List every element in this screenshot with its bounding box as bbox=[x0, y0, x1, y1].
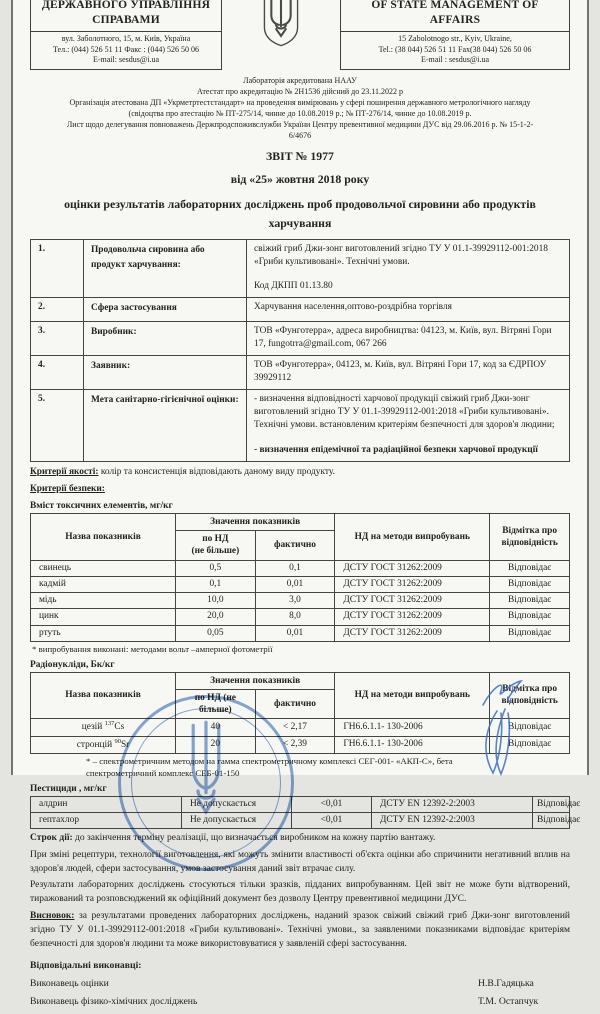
nd-value: Не допускається bbox=[182, 812, 292, 828]
table-row bbox=[31, 625, 570, 641]
conformity-mark: Відповідає bbox=[490, 625, 570, 641]
document-page bbox=[11, 0, 589, 1008]
executor-row bbox=[30, 996, 570, 1007]
conclusion-label: Висновок: bbox=[30, 911, 75, 922]
col-header-method: НД на методи випробувань bbox=[335, 514, 490, 561]
reproduction-paragraph: Результати лабораторних досліджень стосуються тільки зразків, підданих випробуванням. Цей звіт не може бути відтворений, тиражований та розповсюджений як офіційний документ без дозволу Центру превентивної медицини ДУС. bbox=[30, 880, 570, 905]
actual-value: 8,0 bbox=[255, 609, 335, 625]
nd-value: 20 bbox=[176, 736, 256, 753]
disclaimer-paragraph: При зміні рецептури, технології виготовлення, які можуть змінити властивості об'єкта оцінки або спричинити негативний вплив на здоров'я людей, сфери застосування, умов застосування даний звіт втрачає силу. bbox=[30, 849, 570, 874]
org-block-ua bbox=[30, 0, 222, 70]
method-standard: ДСТУ ГОСТ 31262:2009 bbox=[335, 560, 490, 576]
org-address-ua bbox=[31, 31, 221, 69]
org-email-ua: E-mail: sesdus@i.ua bbox=[92, 55, 160, 65]
col-header-nd: по НД (не більше) bbox=[176, 689, 256, 718]
nd-value: 40 bbox=[176, 719, 256, 736]
isotope-number: 137 bbox=[104, 720, 115, 728]
report-date: від «25» жовтня 2018 року bbox=[230, 172, 370, 187]
element-symbol: Cs bbox=[114, 722, 125, 733]
conformity-mark: Відповідає bbox=[490, 719, 570, 736]
actual-value: 3,0 bbox=[255, 593, 335, 609]
sample-info-table bbox=[30, 239, 570, 462]
org-block-en bbox=[340, 0, 570, 70]
indicator-name: ртуть bbox=[31, 625, 176, 641]
org-address-en bbox=[341, 31, 569, 69]
col-header-fact: фактично bbox=[255, 531, 335, 560]
nd-value: 0,1 bbox=[176, 576, 256, 592]
indicator-name: цинк bbox=[31, 609, 176, 625]
accreditation-line: Лист щодо делегування повноважень Держпродспоживслужби України Центру превентивної медицини ДУС від 29.06.2016 р. № 15-1-2- bbox=[66, 120, 534, 130]
isotope-number: 90 bbox=[114, 737, 121, 745]
nuclide-name: стронцій bbox=[76, 739, 115, 750]
org-name-en-line1: OF STATE MANAGEMENT OF bbox=[371, 0, 539, 11]
method-standard: ГН6.6.1.1- 130-2006 bbox=[335, 719, 490, 736]
col-header-fact: фактично bbox=[255, 689, 335, 718]
accreditation-info bbox=[30, 75, 570, 141]
row-value bbox=[247, 390, 570, 462]
table-row bbox=[31, 736, 570, 753]
row-label: Мета санітарно-гігієнічної оцінки: bbox=[84, 390, 247, 462]
org-phone-en: Tel.: (38 044) 526 51 11 Fax(38 044) 526 50 06 bbox=[378, 44, 532, 54]
row-value bbox=[247, 240, 570, 298]
quality-criteria-text: колір та консистенція відповідають даному виду продукту. bbox=[98, 466, 335, 477]
indicator-name: гептахлор bbox=[31, 812, 182, 828]
indicator-name bbox=[31, 719, 176, 736]
conformity-mark: Відповідає bbox=[490, 560, 570, 576]
table-row bbox=[31, 796, 570, 812]
actual-value: 0,01 bbox=[255, 576, 335, 592]
actual-value: <0,01 bbox=[292, 812, 372, 828]
responsible-executors-title: Відповідальні виконавці: bbox=[30, 960, 142, 972]
row-label: Виробник: bbox=[84, 321, 247, 355]
method-standard: ДСТУ ГОСТ 31262:2009 bbox=[335, 609, 490, 625]
col-header-mark bbox=[490, 672, 570, 719]
table-row bbox=[31, 719, 570, 736]
report-subject: оцінки результатів лабораторних досліджень проб продовольчої сировини або продуктів харчування bbox=[64, 197, 536, 230]
accreditation-line: Лабораторія акредитована НААУ bbox=[243, 76, 357, 86]
col-header-mark bbox=[490, 514, 570, 561]
row-label: Заявник: bbox=[84, 355, 247, 389]
conformity-mark: Відповідає bbox=[490, 593, 570, 609]
table-row bbox=[31, 298, 570, 321]
emblem-container bbox=[222, 0, 340, 47]
quality-criteria-label: Критерії якості: bbox=[30, 466, 99, 477]
table-row bbox=[31, 321, 570, 355]
element-symbol: Sr bbox=[120, 739, 130, 750]
col-header-nd-line1: по НД bbox=[202, 534, 229, 545]
row-number: 4. bbox=[31, 355, 84, 389]
table-row bbox=[31, 240, 570, 298]
col-header-mark-line1: Відмітка про bbox=[502, 525, 558, 536]
validity-period bbox=[30, 832, 570, 846]
radionuclides-title: Радіонукліди, Бк/кг bbox=[30, 659, 115, 670]
table-row bbox=[31, 576, 570, 592]
conformity-mark: Відповідає bbox=[490, 609, 570, 625]
spectrometry-note-line1: * – спектрометричним методом на гамма спектрометричному комплексі СЕГ-001- «АКП-С», бета bbox=[86, 756, 453, 766]
validity-text: до закінчення терміну реалізації, що визначається виробником на кожну партію вантажу. bbox=[72, 833, 436, 844]
method-standard: ГН6.6.1.1- 130-2006 bbox=[335, 736, 490, 753]
safety-criteria bbox=[30, 483, 570, 497]
col-header-mark-line2: відповідність bbox=[501, 537, 558, 548]
applicant-value: ТОВ «Фунготерра», 04123, м. Київ, вул. Вітряні Гори 17, код за ЄДРПОУ 39929112 bbox=[247, 355, 570, 389]
org-name-ua bbox=[31, 0, 221, 31]
table-header-row bbox=[31, 672, 570, 689]
nd-value: 10,0 bbox=[176, 593, 256, 609]
indicator-name bbox=[31, 736, 176, 753]
report-number: ЗВІТ № 1977 bbox=[266, 149, 334, 164]
row-number: 1. bbox=[31, 240, 84, 298]
org-address-en-line1: 15 Zabolotnogo str., Kyiv, Ukraine, bbox=[398, 33, 512, 43]
col-header-nd-line2: (не більше) bbox=[191, 546, 240, 557]
org-email-en: E-mail : sesdus@i.ua bbox=[420, 55, 490, 65]
toxic-elements-title: Вміст токсичних елементів, мг/кг bbox=[30, 501, 173, 512]
actual-value: 0,01 bbox=[255, 625, 335, 641]
table-row bbox=[31, 812, 570, 828]
col-header-mark-line2: відповідність bbox=[501, 696, 558, 707]
indicator-name: кадмій bbox=[31, 576, 176, 592]
method-standard: ДСТУ ГОСТ 31262:2009 bbox=[335, 576, 490, 592]
row-label: Сфера застосування bbox=[84, 298, 247, 321]
nuclide-name: цезій bbox=[81, 722, 105, 733]
conformity-mark: Відповідає bbox=[533, 812, 570, 828]
assessment-goal-2: - визначення епідемічної та радіаційної безпеки харчової продукції bbox=[254, 444, 538, 455]
nd-value: 0,5 bbox=[176, 560, 256, 576]
accreditation-line: 6/4676 bbox=[288, 131, 312, 141]
executor-role: Виконавець оцінки bbox=[30, 978, 109, 990]
method-standard: ДСТУ ГОСТ 31262:2009 bbox=[335, 625, 490, 641]
nd-value: 20,0 bbox=[176, 609, 256, 625]
nd-value: Не допускається bbox=[182, 796, 292, 812]
indicator-name: свинець bbox=[31, 560, 176, 576]
org-phone-ua: Тел.: (044) 526 51 11 Факс : (044) 526 50 06 bbox=[52, 44, 200, 54]
row-number: 3. bbox=[31, 321, 84, 355]
executor-name: Н.В.Гадяцька bbox=[478, 978, 534, 990]
col-header-method: НД на методи випробувань bbox=[335, 672, 490, 719]
col-header-nd bbox=[176, 531, 256, 560]
nd-value: 0,05 bbox=[176, 625, 256, 641]
scope-value: Харчування населення,оптово-роздрібна торгівля bbox=[247, 298, 570, 321]
table-row bbox=[31, 355, 570, 389]
row-number: 2. bbox=[31, 298, 84, 321]
table-row bbox=[31, 390, 570, 462]
safety-criteria-label: Критерії безпеки: bbox=[30, 484, 105, 495]
spectrometry-note-line2: спектрометричний комплекс СЕБ-01-150 bbox=[86, 767, 240, 778]
col-header-name: Назва показників bbox=[31, 672, 176, 719]
pesticides-title: Пестициди , мг/кг bbox=[30, 783, 107, 794]
actual-value: < 2,39 bbox=[255, 736, 335, 753]
report-title-block bbox=[30, 149, 570, 232]
indicator-name: мідь bbox=[31, 593, 176, 609]
responsible-executors bbox=[30, 960, 570, 1007]
org-name-en-line2: AFFAIRS bbox=[429, 13, 481, 26]
col-header-values: Значення показників bbox=[176, 514, 335, 531]
ukraine-trident-icon bbox=[259, 0, 303, 47]
accreditation-line: Атестат про акредитацію № 2Н1536 дійсний до 23.11.2022 р bbox=[197, 87, 403, 97]
conformity-mark: Відповідає bbox=[490, 576, 570, 592]
row-number: 5. bbox=[31, 390, 84, 462]
conclusion-paragraph bbox=[30, 910, 570, 951]
toxic-method-note: * випробування виконані: методами вольт –амперної фотометрії bbox=[32, 643, 273, 654]
pesticides-table bbox=[30, 796, 581, 829]
table-row bbox=[31, 560, 570, 576]
executor-name: Т.М. Остапчук bbox=[478, 996, 539, 1008]
toxic-elements-table bbox=[30, 513, 570, 642]
org-name-en bbox=[341, 0, 569, 31]
conformity-mark: Відповідає bbox=[533, 796, 570, 812]
method-standard: ДСТУ EN 12392-2:2003 bbox=[372, 812, 533, 828]
actual-value: 0,1 bbox=[255, 560, 335, 576]
table-header-row bbox=[31, 514, 570, 531]
row-label: Продовольча сировина або продукт харчування: bbox=[84, 240, 247, 298]
method-standard: ДСТУ EN 12392-2:2003 bbox=[372, 796, 533, 812]
assessment-goal-1: - визначення відповідності харчової продукції свіжий гриб Джи-зонг виготовлений згідно ТУ У 01.1-39929112-001:2018 «Гриби культивовані». Технічні умови. встановленим критеріям безпечності для здоров'я людини; bbox=[254, 394, 555, 431]
conclusion-text: за результатами проведених лабораторних досліджень, наданий зразок свіжий свіжий гриб Джи-зонг виготовлений згідно ТУ У 01.1-39929112-001:2018 «Гриби культивовані». Технічні умови., за заявленими показниками відповідає критеріям безпечності для здоров'я людини та може використовуватися у заявленій сфері застосування. bbox=[30, 911, 570, 949]
executor-role: Виконавець фізико-хімічних досліджень bbox=[30, 996, 198, 1008]
spectrometry-note bbox=[86, 756, 538, 780]
col-header-name: Назва показників bbox=[31, 514, 176, 561]
col-header-mark-line1: Відмітка про bbox=[502, 684, 558, 695]
table-row bbox=[31, 593, 570, 609]
letterhead bbox=[30, 0, 570, 70]
manufacturer-value: ТОВ «Фунготерра», адреса виробництва: 04123, м. Київ, вул. Вітряні Гори 17, fungotrra@gmail.com, 067 266 bbox=[247, 321, 570, 355]
col-header-values: Значення показників bbox=[176, 672, 335, 689]
validity-label: Строк дії: bbox=[30, 833, 73, 844]
accreditation-line: (свідоцтва про атестацію № ПТ-275/14, чинне до 10.08.2019 р.; № ПТ-276/14, чинне до 10.08.2019 р. bbox=[128, 109, 472, 119]
method-standard: ДСТУ ГОСТ 31262:2009 bbox=[335, 593, 490, 609]
indicator-name: алдрин bbox=[31, 796, 182, 812]
table-row bbox=[31, 609, 570, 625]
actual-value: <0,01 bbox=[292, 796, 372, 812]
org-address-ua-line1: вул. Заболотного, 15, м. Київ, Україна bbox=[61, 33, 191, 43]
accreditation-line: Організація атестована ДП «Укрметртестстандарт» на проведення вимірювань у сфері поширення державного метрологічного нагляду bbox=[69, 98, 531, 108]
executor-row bbox=[30, 978, 570, 989]
org-name-ua-line2: СПРАВАМИ bbox=[92, 13, 160, 26]
radionuclides-table bbox=[30, 672, 570, 754]
product-description: свіжий гриб Джи-зонг виготовлений згідно ТУ У 01.1-39929112-001:2018 «Гриби культивовані». Технічні умови. bbox=[254, 244, 548, 268]
actual-value: < 2,17 bbox=[255, 719, 335, 736]
conformity-mark: Відповідає bbox=[490, 736, 570, 753]
org-name-ua-line1: ДЕРЖАВНОГО УПРАВЛІННЯ bbox=[41, 0, 211, 11]
quality-criteria bbox=[30, 466, 570, 480]
product-code: Код ДКПП 01.13.80 bbox=[254, 281, 333, 292]
